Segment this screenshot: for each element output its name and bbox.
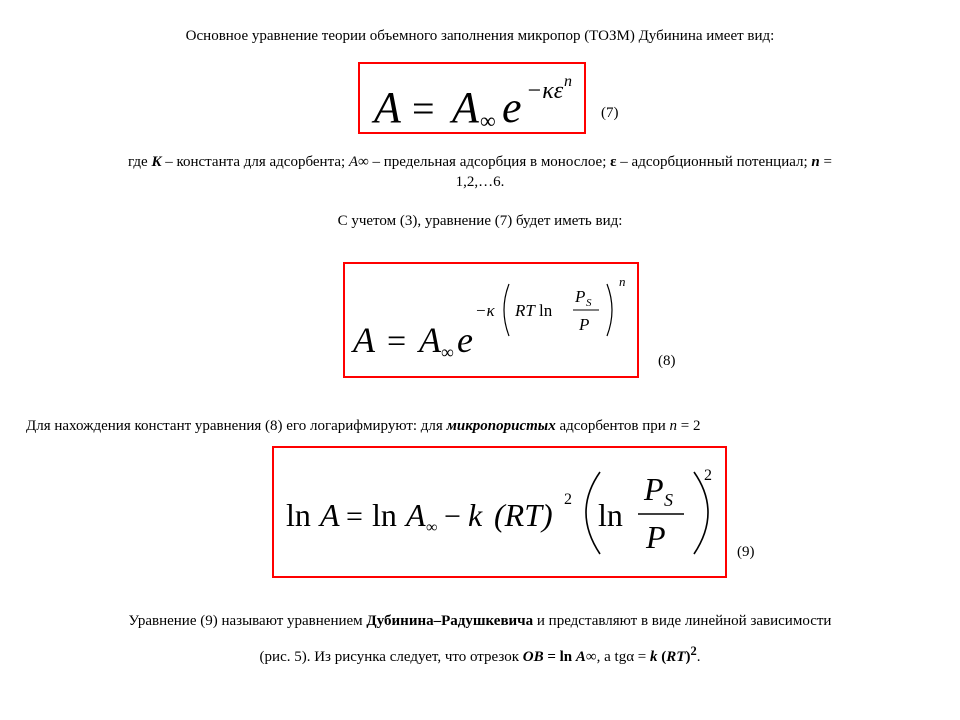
eq9-RT: (RT): [494, 497, 553, 533]
eq7-exp: −κε: [526, 78, 564, 104]
eq9-ln1: ln: [286, 497, 311, 533]
eq9-inf: ∞: [426, 519, 438, 536]
eq9-outer-sq: 2: [704, 467, 712, 484]
eq7-e: e: [502, 83, 522, 132]
eq8-A: A: [353, 320, 375, 360]
eq9-right-paren: [694, 472, 708, 554]
eq8-PS: P: [575, 287, 586, 306]
eq9-k: k: [468, 497, 483, 533]
eq8-n: n: [619, 274, 626, 289]
eq7-equals: =: [412, 86, 435, 131]
eq8-right-paren: [607, 284, 612, 336]
eq9-minus: −: [444, 500, 461, 533]
equation-8: [345, 264, 637, 376]
eq9-S: S: [664, 490, 673, 510]
eq8-number: (8): [658, 353, 676, 369]
eq9-equals: =: [346, 500, 363, 533]
final-line-1: Уравнение (9) называют уравнением Дубинина–Радушкевича и представляют в виде линейной зависимости: [128, 613, 832, 629]
eq8-S: S: [586, 297, 592, 309]
eq8-equals: =: [387, 323, 407, 360]
equation-9-box: [272, 446, 727, 578]
eq9-P: P: [646, 519, 666, 555]
eq7-number: (7): [601, 105, 619, 121]
eq9-PS: P: [644, 471, 664, 507]
eq9-number: (9): [737, 544, 755, 560]
eq7-inf: ∞: [480, 108, 496, 132]
eq8-inf: ∞: [441, 342, 454, 362]
eq9-ln3: ln: [598, 497, 623, 533]
equation-8-box: [343, 262, 639, 378]
eq8-e: e: [457, 320, 473, 360]
equation-9: [274, 448, 725, 576]
eq9-RT-sq: 2: [564, 491, 572, 508]
with-account-text: С учетом (3), уравнение (7) будет иметь вид:: [337, 213, 623, 229]
eq7-A-inf: A: [452, 83, 479, 132]
eq9-A-inf: A: [406, 497, 426, 533]
eq8-ln: ln: [539, 301, 553, 320]
definitions: где K – константа для адсорбента; A∞ – предельная адсорбция в монослое; ε – адсорбционный потенциал; n = 1,2,…6.: [128, 154, 832, 190]
eq7-exp-n: n: [564, 73, 572, 90]
eq8-left-paren: [504, 284, 509, 336]
equation-7-box: [358, 62, 586, 134]
eq7-A: A: [374, 83, 401, 132]
eq9-ln2: ln: [372, 497, 397, 533]
eq9-A: A: [320, 497, 340, 533]
eq8-RT: RT: [515, 301, 535, 320]
intro-text: Основное уравнение теории объемного заполнения микропор (ТОЗМ) Дубинина имеет вид:: [185, 28, 775, 44]
equation-7: [360, 64, 584, 132]
eq8-P: P: [579, 315, 590, 334]
eq8-kappa: −κ: [475, 301, 495, 320]
eq8-A-inf: A: [419, 320, 441, 360]
final-line-2: (рис. 5). Из рисунка следует, что отрезок ОВ = ln A∞, а tgα = k (RT)$^2$.: [259, 644, 701, 665]
find-constants-text: Для нахождения констант уравнения (8) его логарифмируют: для микропористых адсорбентов при n = 2: [26, 418, 701, 434]
